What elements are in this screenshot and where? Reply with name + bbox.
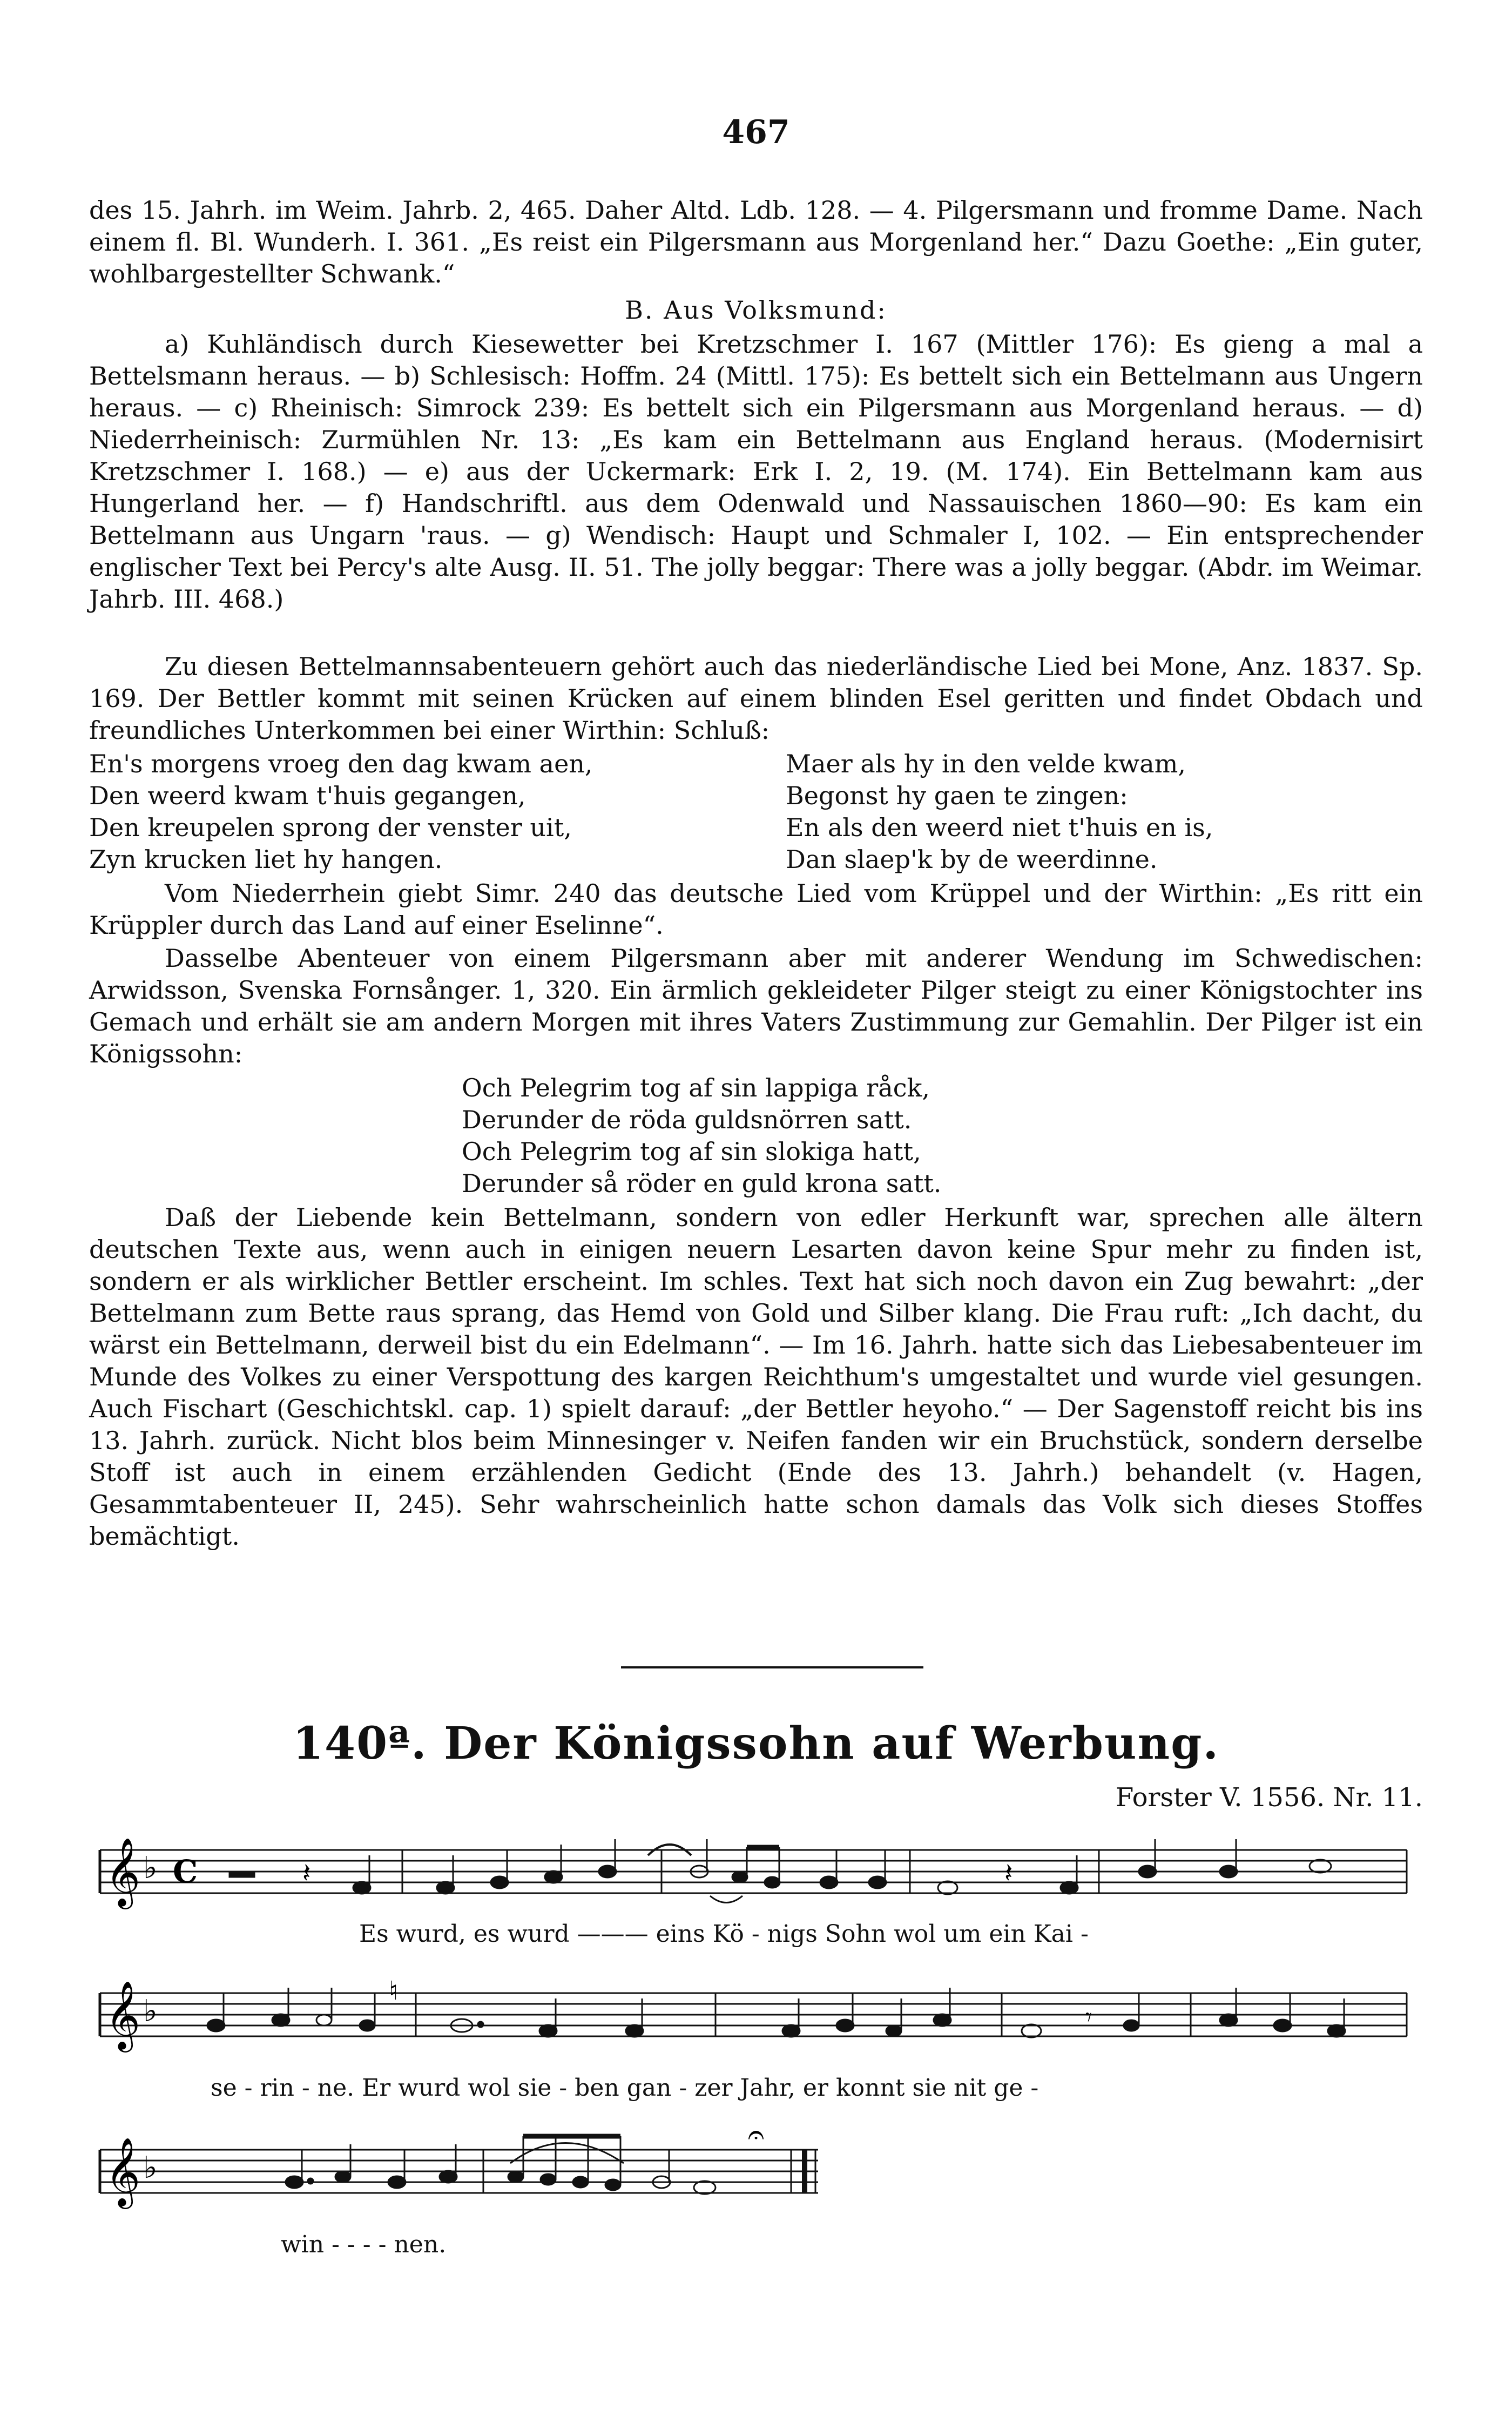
treble-clef-icon: 𝄞 <box>105 2137 141 2206</box>
verse-line: Derunder så röder en guld krona satt. <box>462 1169 942 1198</box>
song-source: Forster V. 1556. Nr. 11. <box>1115 1782 1423 1813</box>
verse-line: Och Pelegrim tog af sin lappiga råck, <box>462 1073 930 1102</box>
rest: 𝄾 <box>1085 2002 1092 2031</box>
rest: 𝄽 <box>1004 1858 1013 1889</box>
lyrics-line-1: Es wurd, es wurd ——— eins Kö - nigs Sohn wol um ein Kai - <box>359 1920 1089 1948</box>
verse-line: En's morgens vroeg den dag kwam aen, <box>89 749 593 778</box>
paragraph-dutch-intro: Zu diesen Bettelmannsabenteuern gehört auch das niederländische Lied bei Mone, Anz. 1837. Sp. 169. Der Bettler kommt mit seinen Krücken auf einem blinden Esel geritten und findet Obdach und freundliches Unterkommen bei einer Wirthin: Schluß: <box>89 652 1423 745</box>
paragraph-sources-continued: des 15. Jahrh. im Weim. Jahrb. 2, 465. Daher Altd. Ldb. 128. — 4. Pilgersmann und fromme Dame. Nach einem fl. Bl. Wunderh. I. 361. „Es reist ein Pilgersmann aus Morgenland her.“ Dazu Goethe: „Ein guter, wohlbargestellter Schwank.“ <box>89 196 1423 288</box>
lyrics-line-2: se - rin - ne. Er wurd wol sie - ben gan - zer Jahr, er konnt sie nit ge - <box>211 2074 1039 2102</box>
dutch-stanza-right <box>786 748 1213 876</box>
verse-line: Derunder de röda guldsnörren satt. <box>462 1105 912 1134</box>
paragraph-lower-rhine: Vom Niederrhein giebt Simr. 240 das deutsche Lied vom Krüppel und der Wirthin: „Es ritt ein Krüppler durch das Land auf einer Eselinne“. <box>89 879 1423 940</box>
verse-line: Maer als hy in den velde kwam, <box>786 749 1186 778</box>
music-staff-3 <box>89 2112 1423 2220</box>
verse-line: Dan slaep'k by de weerdinne. <box>786 845 1158 874</box>
rest: 𝄽 <box>302 1858 311 1889</box>
flat-key-signature-icon: ♭ <box>143 1994 158 2029</box>
verse-line: En als den weerd niet t'huis en is, <box>786 813 1213 842</box>
verse-line: Begonst hy gaen te zingen: <box>786 781 1128 810</box>
natural-sign-icon: ♮ <box>389 1976 399 2006</box>
fermata-icon: 𝄐 <box>748 2117 765 2151</box>
page-number: 467 <box>722 113 790 151</box>
paragraph-folk-variants: a) Kuhländisch durch Kiesewetter bei Kretzschmer I. 167 (Mittler 176): Es gieng a mal a Bettelsmann heraus. — b) Schlesisch: Hoffm. 24 (Mittl. 175): Es bettelt sich ein Bettelmann aus Ungern heraus. — c) Rheinisch: Simrock 239: Es bettelt sich ein Pilgersmann aus Morgenland heraus. — d) Niederrheinisch: Zurmühlen Nr. 13: „Es kam ein Bettelmann aus England heraus. (Modernisirt Kretzschmer I. 168.) — e) aus der Uckermark: Erk I. 2, 19. (M. 174). Ein Bettelmann kam aus Hungerland her. — f) Handschriftl. aus dem Odenwald und Nassauischen 1860—90: Es kam ein Bettelmann aus Ungarn 'raus. — g) Wendisch: Haupt und Schmaler I, 102. — Ein entsprechender englischer Text bei Percy's alte Ausg. II. 51. The jolly beggar: There was a jolly beggar. (Abdr. im Weimar. Jahrb. III. 468.) <box>89 329 1423 614</box>
treble-clef-icon: 𝄞 <box>105 1837 141 1906</box>
treble-clef-icon: 𝄞 <box>105 1980 141 2049</box>
paragraph-commentary: Daß der Liebende kein Bettelmann, sondern von edler Herkunft war, sprechen alle ältern deutschen Texte aus, wenn auch in einigen neuern Lesarten davon keine Spur mehr zu finden ist, sondern er als wirklicher Bettler erscheint. Im schles. Text hat sich noch davon ein Zug bewahrt: „der Bettelmann zum Bette raus sprang, das Hemd von Gold und Silber klang. Die Frau ruft: „Ich dacht, du wärst ein Bettelmann, derweil bist du ein Edelmann“. — Im 16. Jahrh. hatte sich das Liebesabenteuer im Munde des Volkes zu einer Verspottung des kargen Reichthum's umgestaltet und wurde viel gesungen. Auch Fischart (Geschichtskl. cap. 1) spielt darauf: „der Bettler heyoho.“ — Der Sagenstoff reicht bis ins 13. Jahrh. zurück. Nicht blos beim Minnesinger v. Neifen fanden wir ein Bruchstück, sondern derselbe Stoff ist auch in einem erzählenden Gedicht (Ende des 13. Jahrh.) behandelt (v. Hagen, Gesammtabenteuer II, 245). Sehr wahrscheinlich hatte schon damals das Volk sich dieses Stoffes bemächtigt. <box>89 1203 1423 1551</box>
section-divider <box>621 1666 923 1668</box>
staff-1-notation <box>89 1828 1423 1926</box>
music-staff-1 <box>89 1828 1423 1926</box>
section-heading-folk: B. Aus Volksmund: <box>625 295 887 325</box>
flat-key-signature-icon: ♭ <box>143 1850 158 1886</box>
staff-2-notation <box>89 1966 1423 2063</box>
dutch-stanza-left <box>89 748 593 876</box>
lyrics-line-3: win - - - - nen. <box>281 2231 447 2258</box>
swedish-stanza <box>462 1072 941 1200</box>
music-staff-2 <box>89 1966 1423 2063</box>
common-time-icon: C <box>173 1853 198 1890</box>
paragraph-swedish: Dasselbe Abenteuer von einem Pilgersmann aber mit anderer Wendung im Schwedischen: Arwidsson, Svenska Fornsånger. 1, 320. Ein ärmlich gekleideter Pilger steigt zu einer Königstochter ins Gemach und erhält sie am andern Morgen mit ihres Vaters Zustimmung zur Gemahlin. Der Pilger ist ein Königssohn: <box>89 944 1423 1068</box>
verse-line: Den weerd kwam t'huis gegangen, <box>89 781 526 810</box>
flat-key-signature-icon: ♭ <box>143 2150 158 2185</box>
verse-line: Den kreupelen sprong der venster uit, <box>89 813 572 842</box>
verse-line: Och Pelegrim tog af sin slokiga hatt, <box>462 1137 921 1166</box>
staff-3-notation <box>89 2112 1423 2220</box>
verse-line: Zyn krucken liet hy hangen. <box>89 845 443 874</box>
song-title: 140ª. Der Königssohn auf Werbung. <box>292 1718 1220 1769</box>
